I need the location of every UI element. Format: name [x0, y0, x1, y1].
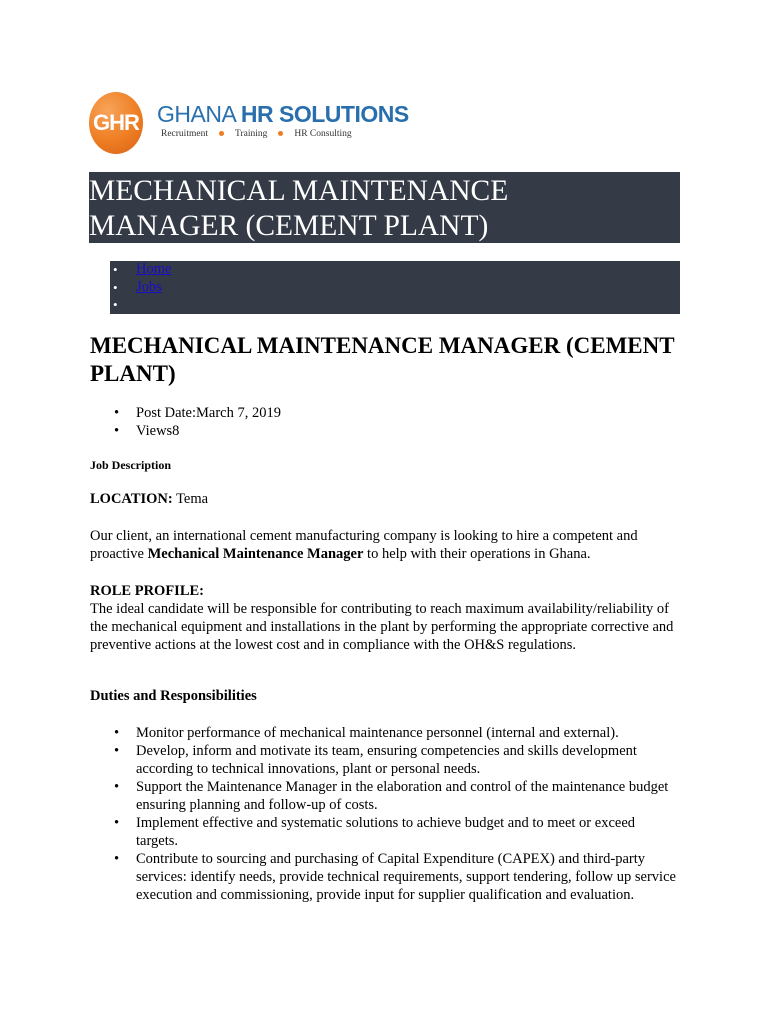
ghr-logo-mark: GHR: [89, 92, 143, 154]
location-line: [90, 491, 208, 508]
role-profile-label: ROLE PROFILE:: [90, 583, 204, 599]
job-description-label: Job Description: [90, 458, 171, 472]
role-profile-text: The ideal candidate will be responsible for contributing to reach maximum availability/reliability of the mechanical equipment and installations in the plant by performing the appropriate corrective and preventive actions at the lowest cost and in compliance with the OH&S regulations.: [90, 601, 674, 653]
job-title-heading: MECHANICAL MAINTENANCE MANAGER (CEMENT PLANT): [90, 333, 675, 386]
logo-tagline: [161, 129, 352, 139]
breadcrumb-item-home: [110, 261, 680, 279]
duties-list: [90, 724, 680, 904]
breadcrumb: [110, 261, 680, 314]
breadcrumb-link-home[interactable]: Home: [136, 261, 172, 277]
breadcrumb-item-current: [110, 296, 680, 314]
intro-text-after: to help with their operations in Ghana.: [363, 546, 591, 562]
page-title-line-1: MECHANICAL MAINTENANCE: [89, 175, 509, 207]
list-item: • Support the Maintenance Manager in the elaboration and control of the maintenance budget ensuring planning and follow-up of costs.: [90, 778, 680, 814]
list-item: • Develop, inform and motivate its team, ensuring competencies and skills development according to technical innovations, plant or personal needs.: [90, 742, 680, 778]
logo-name-bold: HR SOLUTIONS: [240, 101, 409, 127]
page-title-line-2: MANAGER (CEMENT PLANT): [89, 210, 489, 242]
location-value: Tema: [172, 491, 209, 507]
location-label: LOCATION:: [90, 491, 173, 507]
role-profile-section: [90, 582, 690, 654]
tagline-training: Training: [234, 129, 268, 139]
list-item: • Monitor performance of mechanical maintenance personnel (internal and external).: [90, 724, 680, 742]
list-item: • Contribute to sourcing and purchasing of Capital Expenditure (CAPEX) and third-party services: identify needs, provide technical requirements, support tendering, follow up service execution and commissioning, provide input for supplier qualification and evaluation.: [90, 850, 680, 904]
breadcrumb-item-jobs: [110, 279, 680, 297]
view-count: • Views8: [90, 422, 281, 440]
tagline-dot-icon: [278, 131, 283, 136]
tagline-dot-icon: [219, 131, 224, 136]
list-item: • Implement effective and systematic solutions to achieve budget and to meet or exceed targets.: [90, 814, 680, 850]
logo-name-light: GHANA: [157, 101, 236, 127]
tagline-hr-consulting: HR Consulting: [294, 129, 352, 139]
page-title-banner: [89, 172, 680, 243]
intro-paragraph: [90, 527, 690, 563]
tagline-recruitment: Recruitment: [161, 129, 208, 139]
intro-role-name: Mechanical Maintenance Manager: [147, 546, 364, 562]
logo-company-name: [157, 101, 409, 128]
intro-text-before: Our client, an international cement manufacturing company is looking to hire a competent and proactive: [90, 528, 638, 562]
breadcrumb-link-jobs[interactable]: Jobs: [136, 278, 162, 295]
post-date: • Post Date:March 7, 2019: [90, 404, 281, 422]
job-meta-list: [90, 404, 281, 440]
duties-heading: Duties and Responsibilities: [90, 688, 257, 704]
